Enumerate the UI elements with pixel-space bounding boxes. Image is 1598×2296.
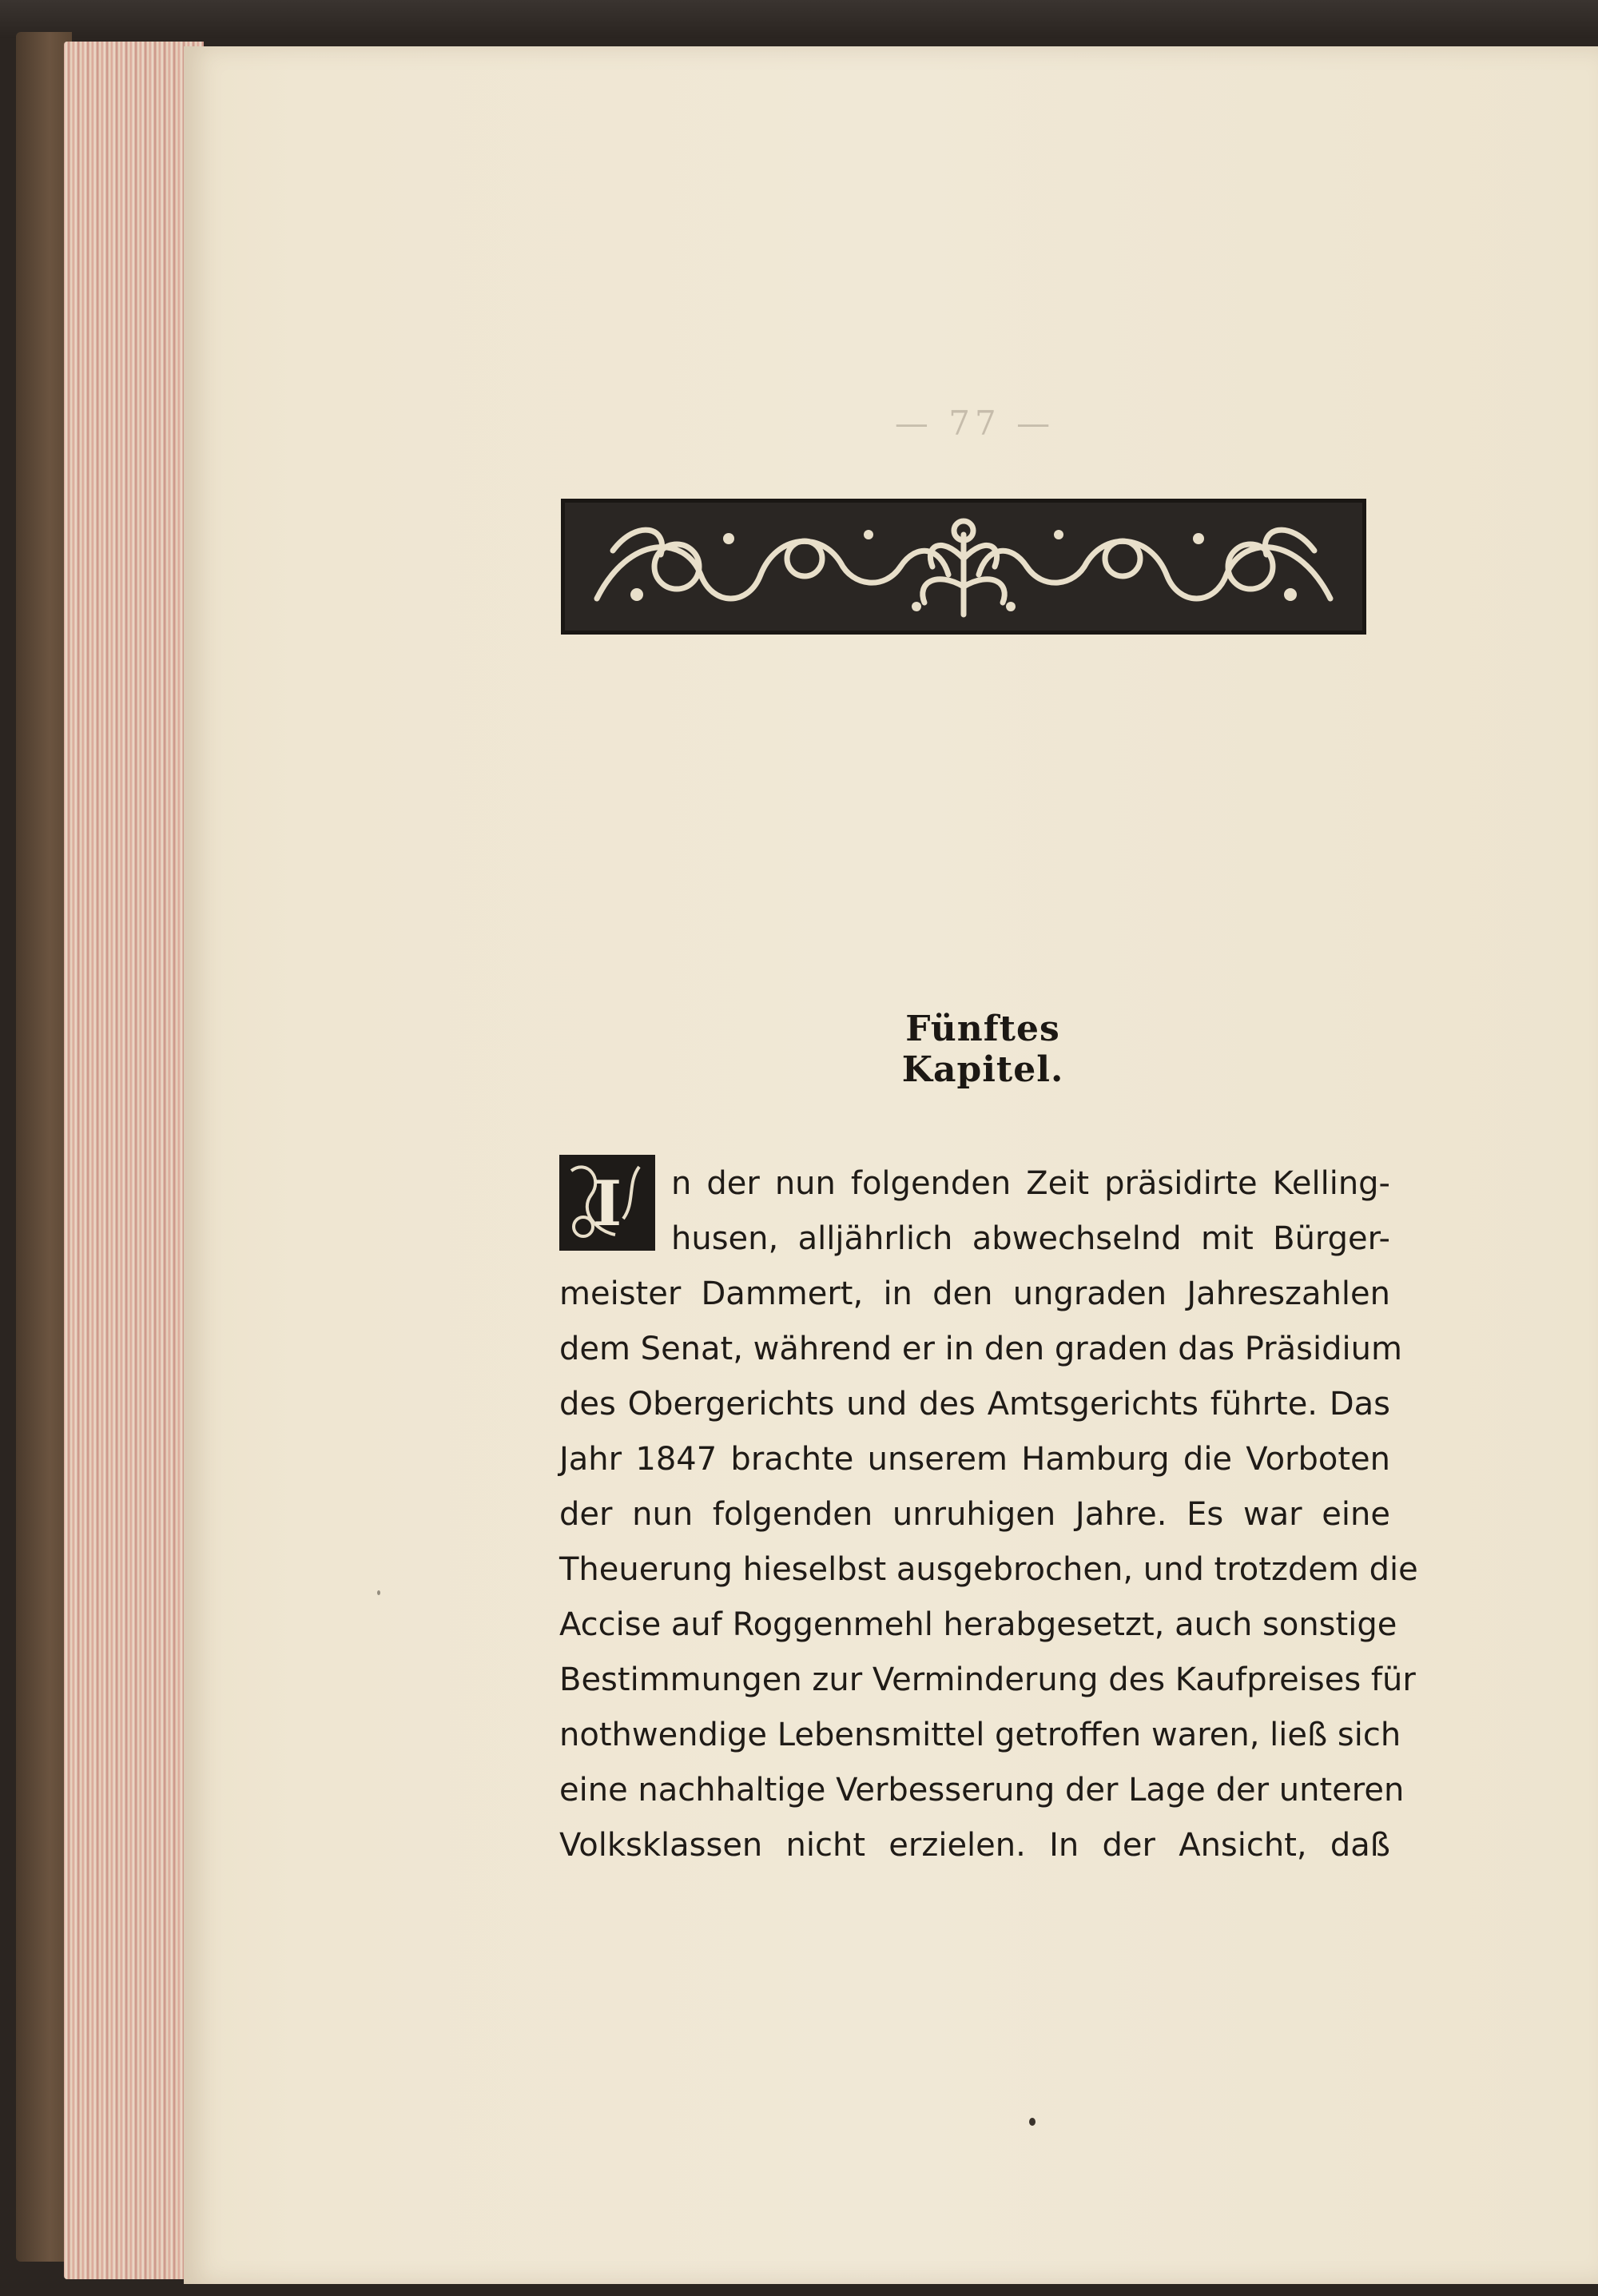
book-cover-top	[0, 0, 1598, 38]
svg-text:I: I	[592, 1168, 622, 1240]
paragraph-line: Accise auf Roggenmehl herabgesetzt, auch sonstige	[559, 1606, 1397, 1643]
paragraph-line: Bestimmungen zur Verminderung des Kaufpreises für	[559, 1661, 1416, 1698]
page-edges	[64, 42, 204, 2279]
paragraph-line: meister Dammert, in den ungraden Jahreszahlen	[559, 1275, 1390, 1312]
ornament-vignette	[561, 499, 1366, 635]
decorated-initial	[559, 1155, 655, 1251]
paragraph-line: Theuerung hieselbst ausgebrochen, und trotzdem die	[559, 1551, 1418, 1588]
paragraph-line: dem Senat, während er in den graden das Präsidium	[559, 1331, 1402, 1367]
paragraph-line: Volksklassen nicht erzielen. In der Ansicht, daß	[559, 1827, 1390, 1864]
paragraph-line: der nun folgenden unruhigen Jahre. Es war eine	[559, 1496, 1390, 1533]
paragraph-line: des Obergerichts und des Amtsgerichts führte. Das	[559, 1386, 1390, 1423]
paragraph-line: husen, alljährlich abwechselnd mit Bürger-	[671, 1220, 1390, 1257]
initial-letter-icon	[559, 1155, 655, 1251]
ink-speck	[377, 1590, 380, 1595]
page-number: — 77 —	[894, 404, 1055, 443]
paragraph-line: eine nachhaltige Verbesserung der Lage der unteren	[559, 1772, 1405, 1809]
ink-speck	[1029, 2118, 1036, 2126]
chapter-title: Fünftes Kapitel.	[901, 1009, 1064, 1090]
paragraph-line: Jahr 1847 brachte unserem Hamburg die Vorboten	[559, 1441, 1390, 1478]
floral-ornament-icon	[565, 503, 1362, 631]
paragraph-line: nothwendige Lebensmittel getroffen waren, ließ sich	[559, 1717, 1401, 1753]
paragraph-line: n der nun folgenden Zeit präsidirte Kelling-	[671, 1165, 1390, 1202]
